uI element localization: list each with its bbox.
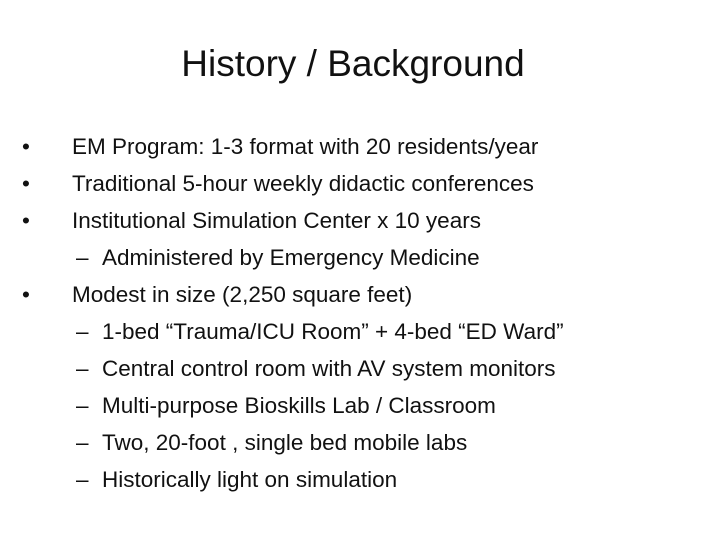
sub-list-item [22, 239, 712, 276]
sub-list-item [22, 424, 712, 461]
sub-list-item-text: 1-bed “Trauma/ICU Room” + 4-bed “ED Ward” [102, 319, 564, 344]
sub-list-item [22, 387, 712, 424]
sub-list-item-text: Historically light on simulation [102, 467, 398, 492]
sub-list-item-text: Multi-purpose Bioskills Lab / Classroom [102, 393, 496, 418]
list-item-text: EM Program: 1-3 format with 20 residents/year [72, 134, 539, 159]
list-item [22, 128, 712, 165]
dash-icon: – [76, 393, 89, 418]
dash-icon: – [76, 430, 89, 455]
list-item-text: Modest in size (2,250 square feet) [72, 282, 413, 307]
sub-list-item [22, 350, 712, 387]
list-item-text: Institutional Simulation Center x 10 years [72, 208, 481, 233]
bullet-icon: • [22, 134, 30, 159]
dash-icon: – [76, 467, 89, 492]
dash-icon: – [76, 356, 89, 381]
bullet-icon: • [22, 282, 30, 307]
list-item [22, 165, 712, 202]
sub-list-item-text: Administered by Emergency Medicine [102, 245, 480, 270]
sub-list-item-text: Central control room with AV system monitors [102, 356, 556, 381]
list-item [22, 276, 712, 313]
slide-title: History / Background [181, 43, 525, 84]
sub-list-item-text: Two, 20-foot , single bed mobile labs [102, 430, 468, 455]
list-item-text: Traditional 5-hour weekly didactic conferences [72, 171, 534, 196]
bullet-icon: • [22, 208, 30, 233]
sub-list-item [22, 313, 712, 350]
sub-list-item [22, 461, 712, 498]
bullet-icon: • [22, 171, 30, 196]
list-item [22, 202, 712, 239]
dash-icon: – [76, 319, 89, 344]
bullet-list [22, 128, 712, 498]
dash-icon: – [76, 245, 89, 270]
